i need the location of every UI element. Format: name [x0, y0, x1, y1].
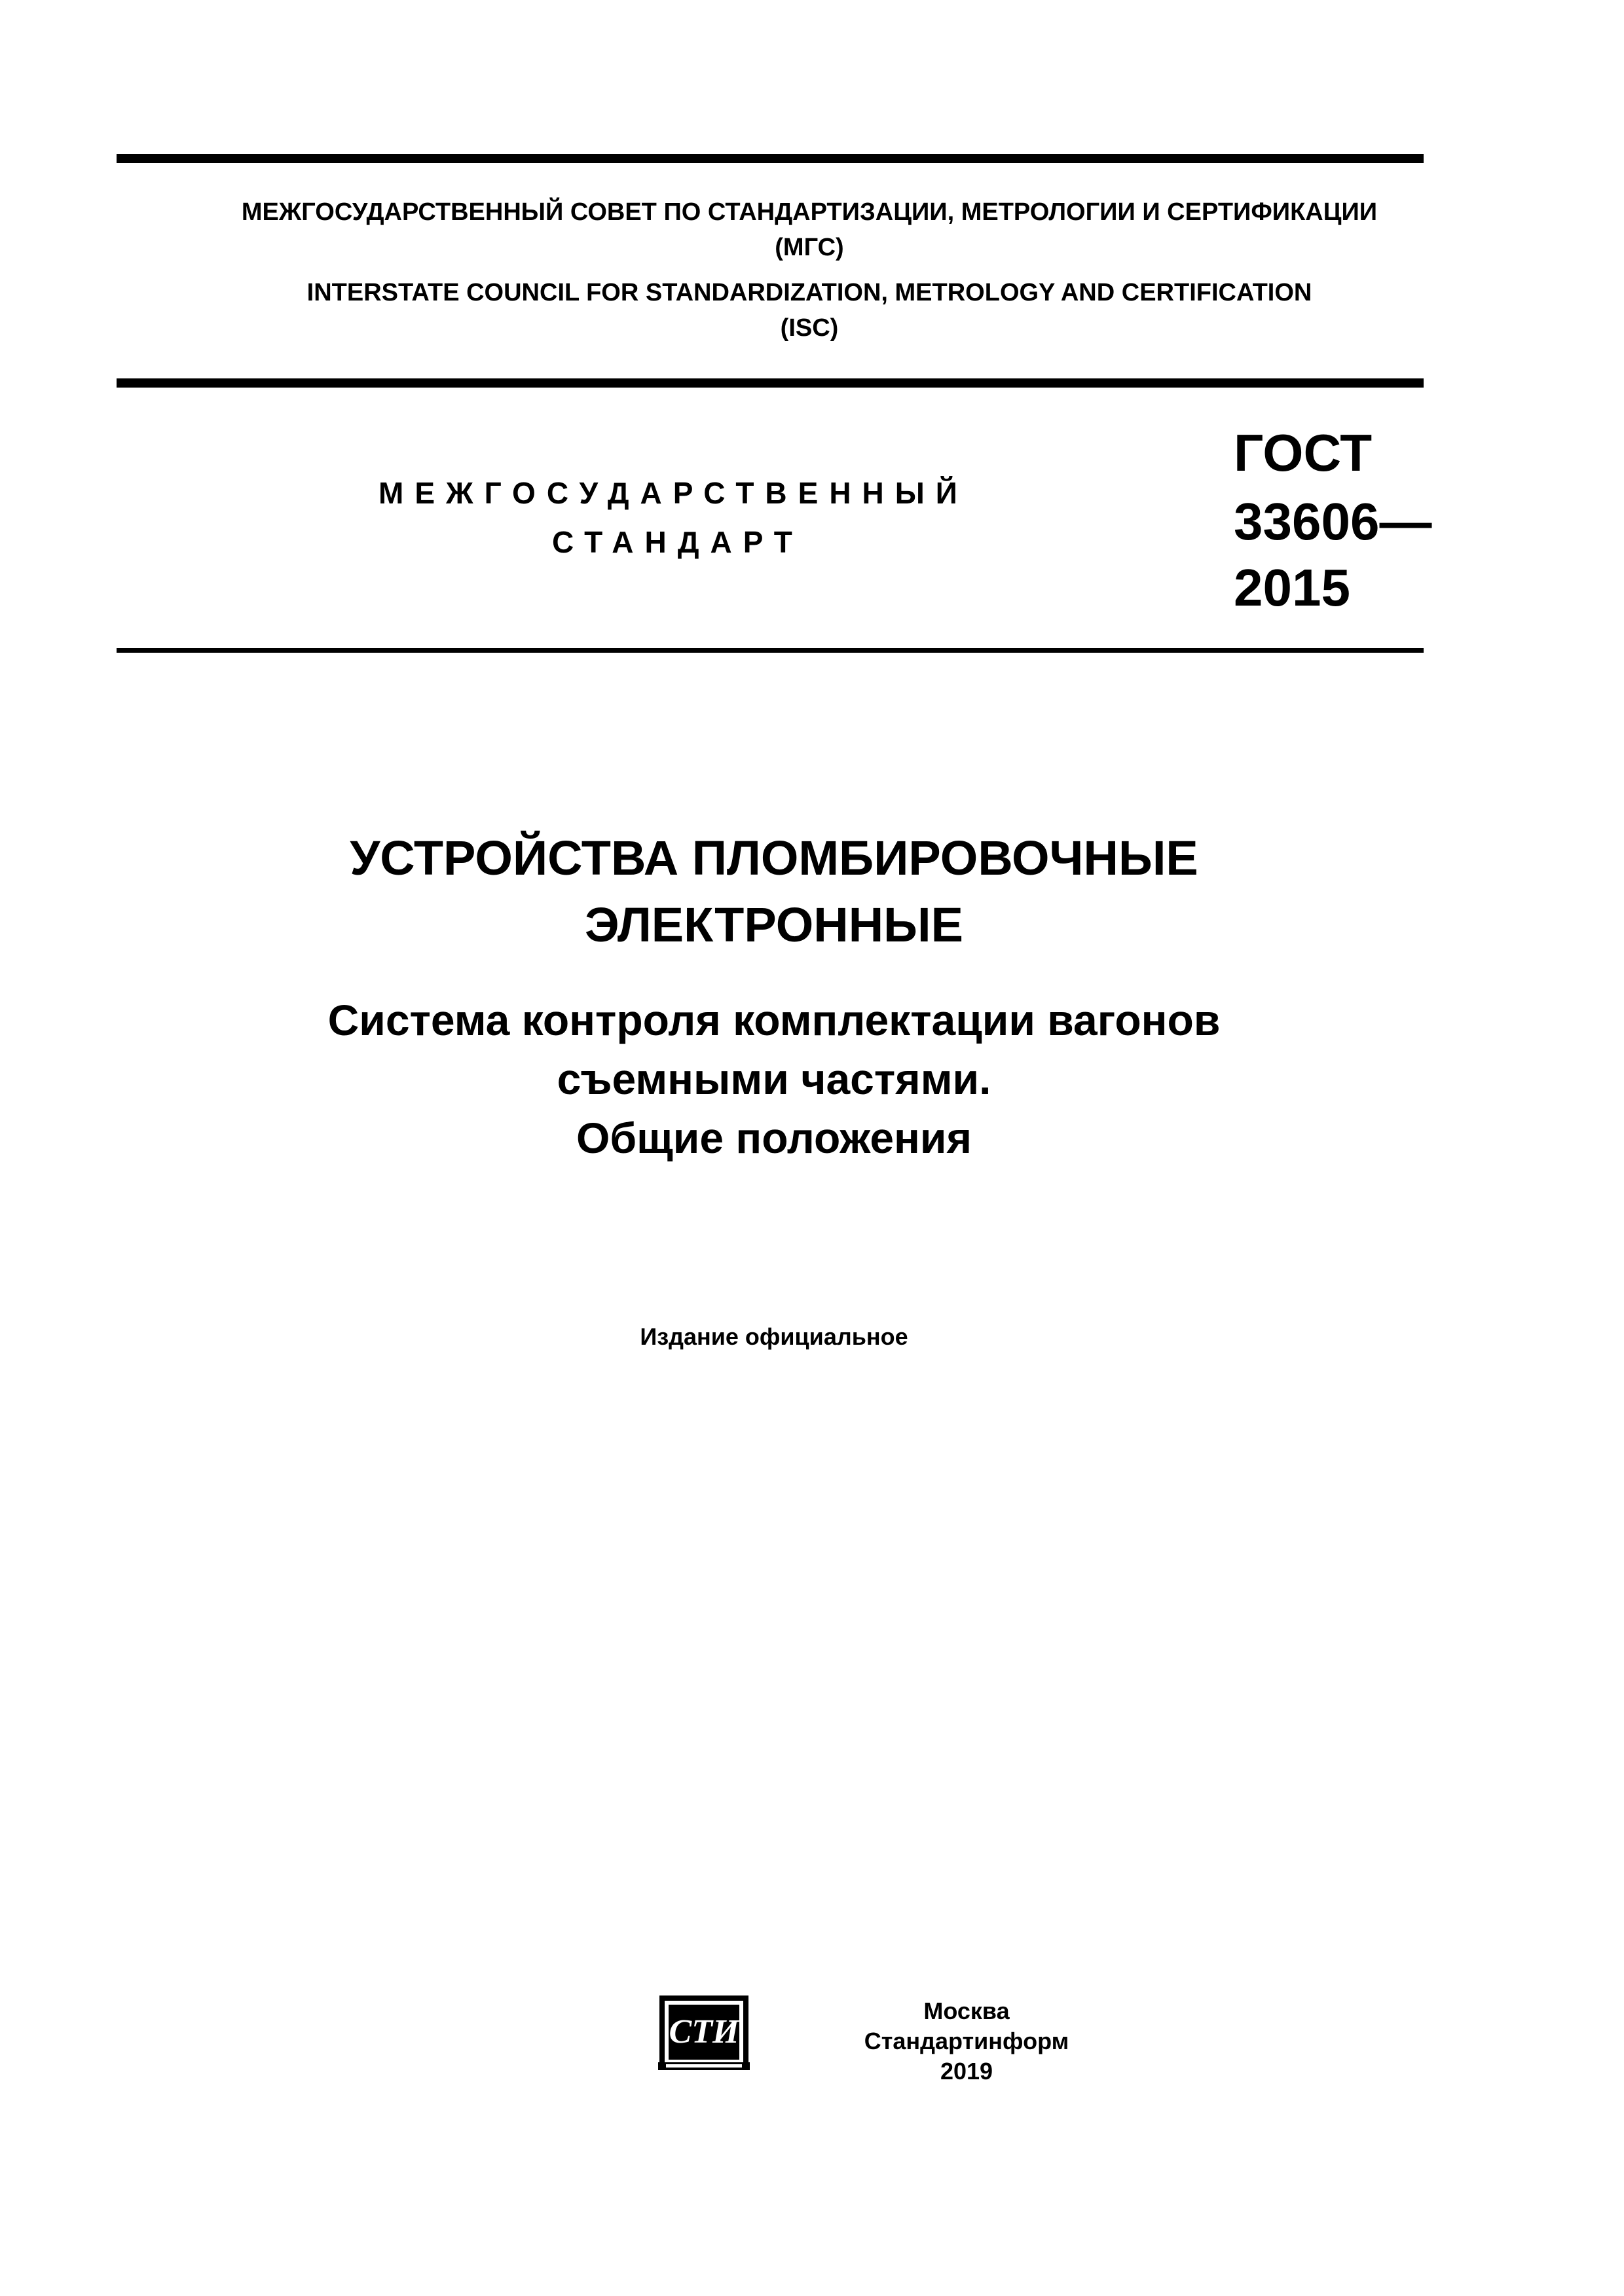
standard-kind-line1: МЕЖГОСУДАРСТВЕННЫЙ — [378, 476, 969, 510]
designation-bottom-rule — [117, 648, 1424, 653]
council-en-line1: INTERSTATE COUNCIL FOR STANDARDIZATION, METROLOGY AND CERTIFICATION — [306, 279, 1312, 306]
logo-text: СТИ — [669, 2013, 739, 2050]
publisher-city: Москва — [923, 1997, 1010, 2024]
document-subtitle-line3: Общие положения — [576, 1114, 972, 1162]
gost-number: 33606— — [1234, 492, 1432, 551]
publisher-year: 2019 — [940, 2058, 993, 2085]
publisher-name: Стандартинформ — [864, 2028, 1069, 2054]
gost-year: 2015 — [1234, 558, 1350, 617]
top-rule — [117, 154, 1424, 163]
edition-note: Издание официальное — [640, 1323, 908, 1350]
council-ru-line2: (МГС) — [775, 234, 844, 261]
council-ru-line1: МЕЖГОСУДАРСТВЕННЫЙ СОВЕТ ПО СТАНДАРТИЗАЦИИ, МЕТРОЛОГИИ И СЕРТИФИКАЦИИ — [241, 198, 1378, 226]
document-subtitle-line1: Система контроля комплектации вагонов — [327, 996, 1221, 1044]
document-subtitle-line2: съемными частями. — [557, 1055, 991, 1103]
document-title-line2: ЭЛЕКТРОННЫЕ — [585, 898, 963, 952]
gost-label: ГОСТ — [1234, 424, 1373, 482]
council-en-line2: (ISC) — [780, 314, 839, 342]
standard-kind-line2: СТАНДАРТ — [552, 525, 803, 559]
document-title-line1: УСТРОЙСТВА ПЛОМБИРОВОЧНЫЕ — [350, 831, 1198, 885]
header-bottom-rule — [117, 378, 1424, 388]
